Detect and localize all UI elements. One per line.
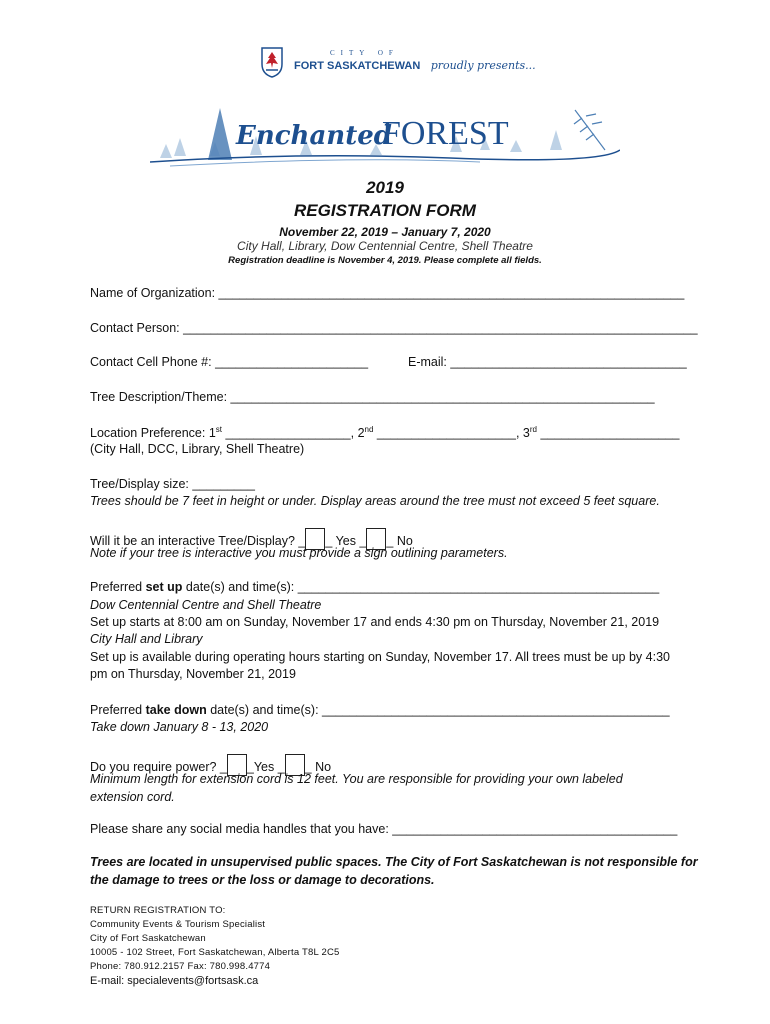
- city-small-text: CITY OF: [330, 48, 399, 57]
- form-title: REGISTRATION FORM: [294, 201, 476, 220]
- location-sup-1: st: [215, 425, 223, 434]
- takedown-label-bold: take down: [145, 703, 207, 717]
- setup-field[interactable]: [90, 580, 659, 594]
- return-address: 10005 - 102 Street, Fort Saskatchewan, Alberta T8L 2C5: [90, 947, 340, 958]
- return-department: Community Events & Tourism Specialist: [90, 919, 266, 930]
- takedown-label-c[interactable]: date(s) and time(s): __________________________________________________: [206, 703, 670, 717]
- disclaimer-line-2: the damage to trees or the loss or damage to decorations.: [90, 873, 435, 887]
- contact-phone-field[interactable]: Contact Cell Phone #: ______________________: [90, 355, 369, 369]
- logo-word-enchanted: Enchanted: [236, 121, 392, 151]
- location-sup-2: nd: [364, 425, 374, 434]
- power-note-2: extension cord.: [90, 790, 175, 804]
- return-email[interactable]: E-mail: specialevents@fortsask.ca: [90, 975, 259, 987]
- location-label: Location Preference: 1: [90, 426, 216, 441]
- interactive-yes-label: _ Yes _: [325, 534, 367, 548]
- disclaimer-line-1: Trees are located in unsupervised public spaces. The City of Fort Saskatchewan is not responsible for: [90, 855, 698, 869]
- interactive-no-label: _ No: [386, 534, 413, 548]
- form-year: 2019: [366, 178, 404, 197]
- power-no-label: _ No: [304, 760, 332, 774]
- power-yes-label: _Yes _: [246, 760, 285, 774]
- city-wordmark: [294, 50, 536, 73]
- display-size-note: Trees should be 7 feet in height or under. Display areas around the tree must not exceed 5 feet square.: [90, 494, 660, 508]
- registration-deadline: Registration deadline is November 4, 2019. Please complete all fields.: [228, 255, 542, 266]
- takedown-label-a: Preferred: [90, 703, 146, 717]
- takedown-note: Take down January 8 - 13, 2020: [90, 720, 269, 734]
- takedown-field[interactable]: [90, 703, 670, 717]
- tagline: proudly presents...: [430, 58, 536, 72]
- return-phone: Phone: 780.912.2157 Fax: 780.998.4774: [90, 961, 271, 972]
- event-dates: November 22, 2019 – January 7, 2020: [279, 225, 491, 239]
- return-heading: RETURN REGISTRATION TO:: [90, 905, 226, 916]
- display-size-field[interactable]: Tree/Display size: _________: [90, 477, 255, 491]
- setup-label-a: Preferred: [90, 580, 146, 594]
- setup-text-3: pm on Thursday, November 21, 2019: [90, 667, 296, 681]
- city-crest-icon: [260, 44, 284, 78]
- enchanted-forest-banner: [150, 100, 620, 180]
- event-venues: City Hall, Library, Dow Centennial Centre, Shell Theatre: [237, 239, 533, 253]
- setup-venue-2: City Hall and Library: [90, 632, 203, 646]
- organization-field[interactable]: Name of Organization: ___________________________________________________________________: [90, 286, 685, 300]
- location-blank-1[interactable]: __________________, 2: [222, 426, 365, 441]
- city-name: FORT SASKATCHEWAN: [294, 59, 421, 72]
- power-label: Do you require power? _: [90, 760, 227, 774]
- logo-word-forest: FOREST: [382, 115, 509, 152]
- location-sup-3: rd: [529, 425, 537, 434]
- email-field[interactable]: E-mail: __________________________________: [408, 355, 687, 369]
- interactive-label: Will it be an interactive Tree/Display? _: [90, 534, 306, 548]
- social-media-field[interactable]: Please share any social media handles that you have: _________________________________________: [90, 822, 678, 836]
- city-logo: [260, 44, 536, 78]
- location-blank-3[interactable]: ____________________: [536, 426, 680, 441]
- setup-text-2: Set up is available during operating hours starting on Sunday, November 17. All trees must be up by 4:30: [90, 650, 670, 664]
- interactive-note: Note if your tree is interactive you must provide a sign outlining parameters.: [90, 546, 508, 560]
- tree-description-field[interactable]: Tree Description/Theme: _____________________________________________________________: [90, 390, 655, 404]
- setup-label-c[interactable]: date(s) and time(s): ____________________________________________________: [182, 580, 660, 594]
- setup-venue-1: Dow Centennial Centre and Shell Theatre: [90, 598, 322, 612]
- location-preference-field[interactable]: [90, 425, 680, 440]
- power-note-1: Minimum length for extension cord is 12 feet. You are responsible for providing your own labeled: [90, 772, 623, 786]
- setup-text-1: Set up starts at 8:00 am on Sunday, November 17 and ends 4:30 pm on Thursday, November 21, 2019: [90, 615, 660, 629]
- contact-person-field[interactable]: Contact Person: __________________________________________________________________________: [90, 321, 698, 335]
- location-note: (City Hall, DCC, Library, Shell Theatre): [90, 442, 305, 456]
- location-blank-2[interactable]: ____________________, 3: [373, 426, 530, 441]
- return-organization: City of Fort Saskatchewan: [90, 933, 206, 944]
- setup-label-bold: set up: [145, 580, 183, 594]
